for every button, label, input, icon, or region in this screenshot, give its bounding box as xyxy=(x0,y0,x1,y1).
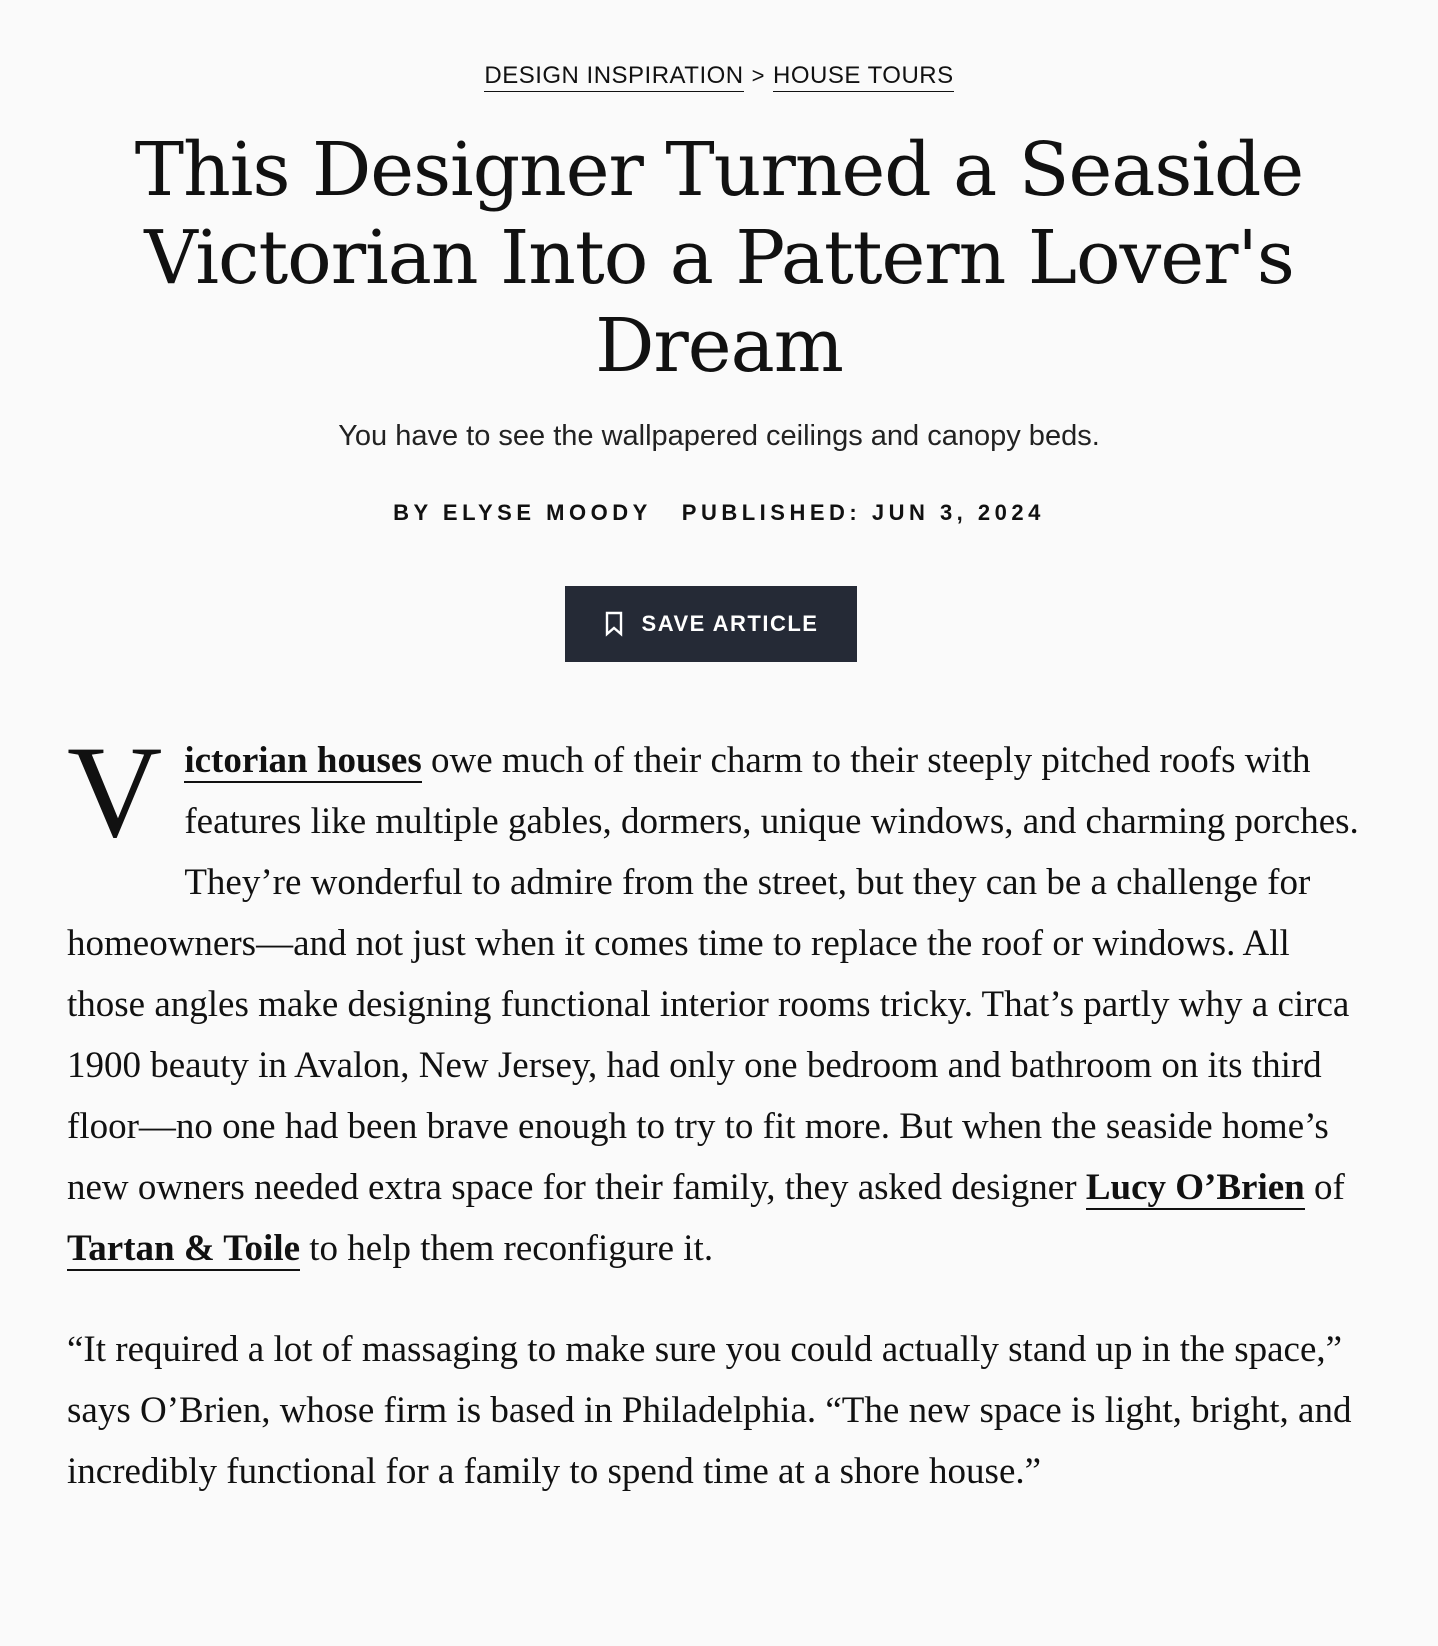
link-lucy-obrien[interactable]: Lucy O’Brien xyxy=(1085,1167,1305,1208)
article-body xyxy=(67,718,1371,1542)
publish-date: PUBLISHED: JUN 3, 2024 xyxy=(681,500,1045,525)
byline xyxy=(0,500,1438,526)
save-article-label: SAVE ARTICLE xyxy=(641,611,819,636)
article-dek: You have to see the wallpapered ceilings and canopy beds. xyxy=(338,420,1100,452)
article-title: This Designer Turned a Seaside Victorian Into a Pattern Lover's Dream xyxy=(134,127,1304,389)
breadcrumb-house-tours[interactable]: HOUSE TOURS xyxy=(773,62,954,92)
breadcrumb xyxy=(0,62,1438,90)
paragraph-1-text-b: of xyxy=(1304,1167,1345,1208)
save-article-button[interactable] xyxy=(565,586,857,662)
breadcrumb-separator: > xyxy=(751,63,765,88)
link-victorian-houses[interactable]: ictorian houses xyxy=(184,740,422,781)
paragraph-2: “It required a lot of massaging to make sure you could actually stand up in the space,” says O’Brien, whose firm is based in Philadelphia. “The new space is light, bright, and incredibly functional for a family to spend time at a shore house.” xyxy=(67,1329,1352,1492)
author-byline: BY ELYSE MOODY xyxy=(393,500,652,525)
breadcrumb-design-inspiration[interactable]: DESIGN INSPIRATION xyxy=(484,62,743,92)
drop-cap: V xyxy=(67,718,163,865)
bookmark-icon xyxy=(604,611,624,637)
paragraph-1-text-c: to help them reconfigure it. xyxy=(300,1228,714,1269)
paragraph-1-text-a: owe much of their charm to their steeply pitched roofs with features like multiple gables, dormers, unique windows, and charming porches. They’re wonderful to admire from the street, but they can be a challenge for homeowners—and not just when it comes time to replace the roof or windows. All those angles make designing functional interior rooms tricky. That’s partly why a circa 1900 beauty in Avalon, New Jersey, had only one bedroom and bathroom on its third floor—no one had been brave enough to try to fit more. But when the seaside home’s new owners needed extra space for their family, they asked designer xyxy=(67,740,1359,1208)
link-tartan-toile[interactable]: Tartan & Toile xyxy=(67,1228,301,1269)
paragraph-1 xyxy=(67,718,1371,1279)
